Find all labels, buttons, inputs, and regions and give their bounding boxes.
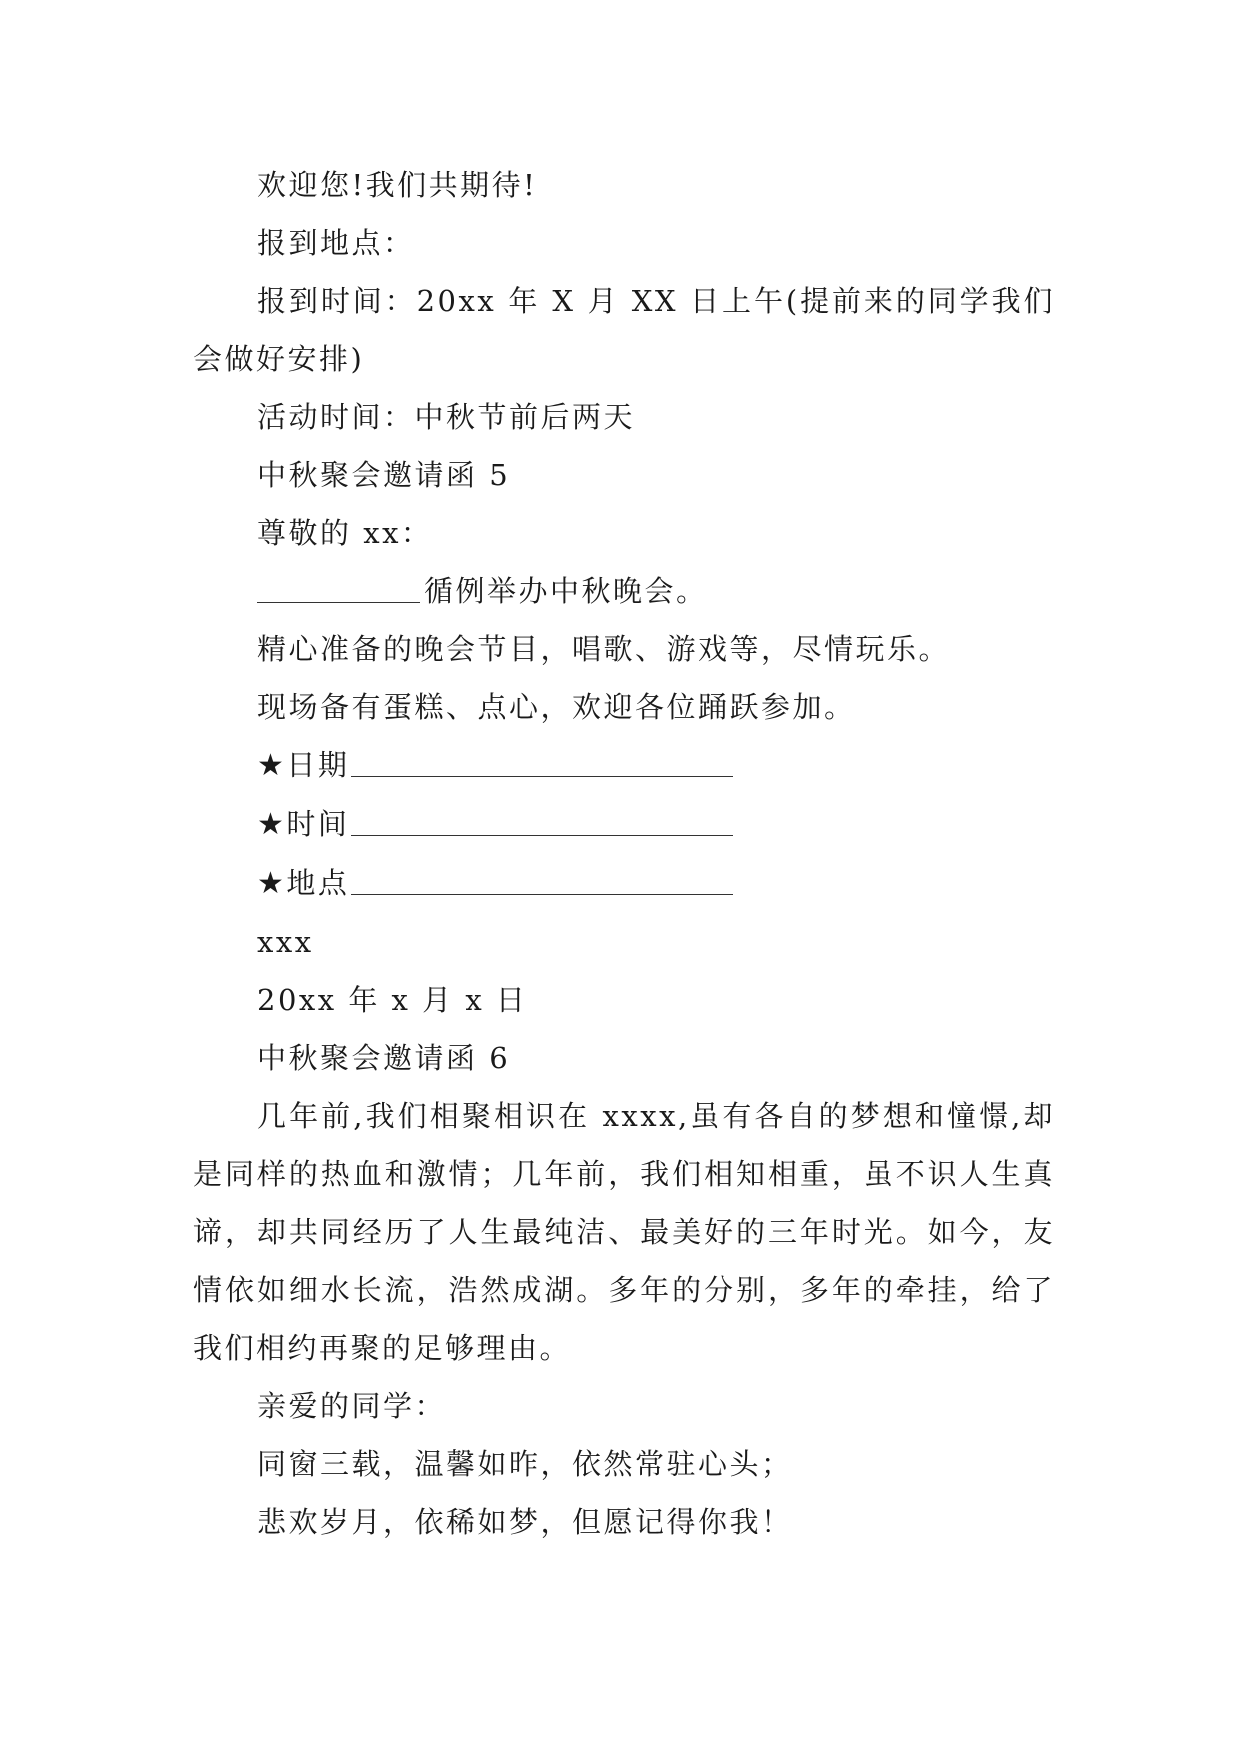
- checkin-time: 报到时间：20xx 年 X 月 XX 日上午(提前来的同学我们会做好安排): [193, 284, 1055, 376]
- date-blank: [351, 776, 733, 777]
- location-label: 地点: [286, 866, 350, 900]
- location-field-line: [193, 854, 1055, 913]
- dear-classmates: 亲爱的同学：: [257, 1389, 447, 1423]
- location-blank: [351, 894, 733, 895]
- verse-line-1: 同窗三载，温馨如昨，依然常驻心头；: [257, 1447, 793, 1481]
- signature: xxx: [257, 925, 314, 959]
- welcome-line: 欢迎您!我们共期待!: [257, 168, 538, 202]
- date-field-line: [193, 736, 1055, 795]
- verse-line-2: 悲欢岁月，依稀如梦，但愿记得你我！: [257, 1505, 793, 1539]
- activity-time: 活动时间：中秋节前后两天: [257, 400, 636, 434]
- checkin-location: 报到地点：: [257, 226, 415, 260]
- salutation: 尊敬的 xx：: [257, 516, 433, 550]
- date-label: 日期: [286, 748, 350, 782]
- star-icon: ★: [257, 866, 287, 901]
- section-heading-5: 中秋聚会邀请函 5: [257, 458, 511, 492]
- announcement-text: 循例举办中秋晚会。: [424, 574, 708, 608]
- time-field-line: [193, 795, 1055, 854]
- time-label: 时间: [286, 807, 350, 841]
- time-blank: [351, 835, 733, 836]
- fill-in-blank: [257, 602, 420, 603]
- announcement-line: [193, 562, 1055, 620]
- star-icon: ★: [257, 748, 287, 783]
- program-line: 精心准备的晚会节目，唱歌、游戏等，尽情玩乐。: [257, 632, 951, 666]
- section-heading-6: 中秋聚会邀请函 6: [257, 1041, 511, 1075]
- star-icon: ★: [257, 807, 287, 842]
- document-body: [193, 156, 1055, 1551]
- signature-date: 20xx 年 x 月 x 日: [257, 983, 528, 1017]
- refreshments-line: 现场备有蛋糕、点心，欢迎各位踊跃参加。: [257, 690, 856, 724]
- reunion-paragraph: 几年前,我们相聚相识在 xxxx,虽有各自的梦想和憧憬,却是同样的热血和激情；几年前，我们相知相重，虽不识人生真谛，却共同经历了人生最纯洁、最美好的三年时光。如今，友情依如细水长流，浩然成湖。多年的分别，多年的牵挂，给了我们相约再聚的足够理由。: [193, 1099, 1055, 1365]
